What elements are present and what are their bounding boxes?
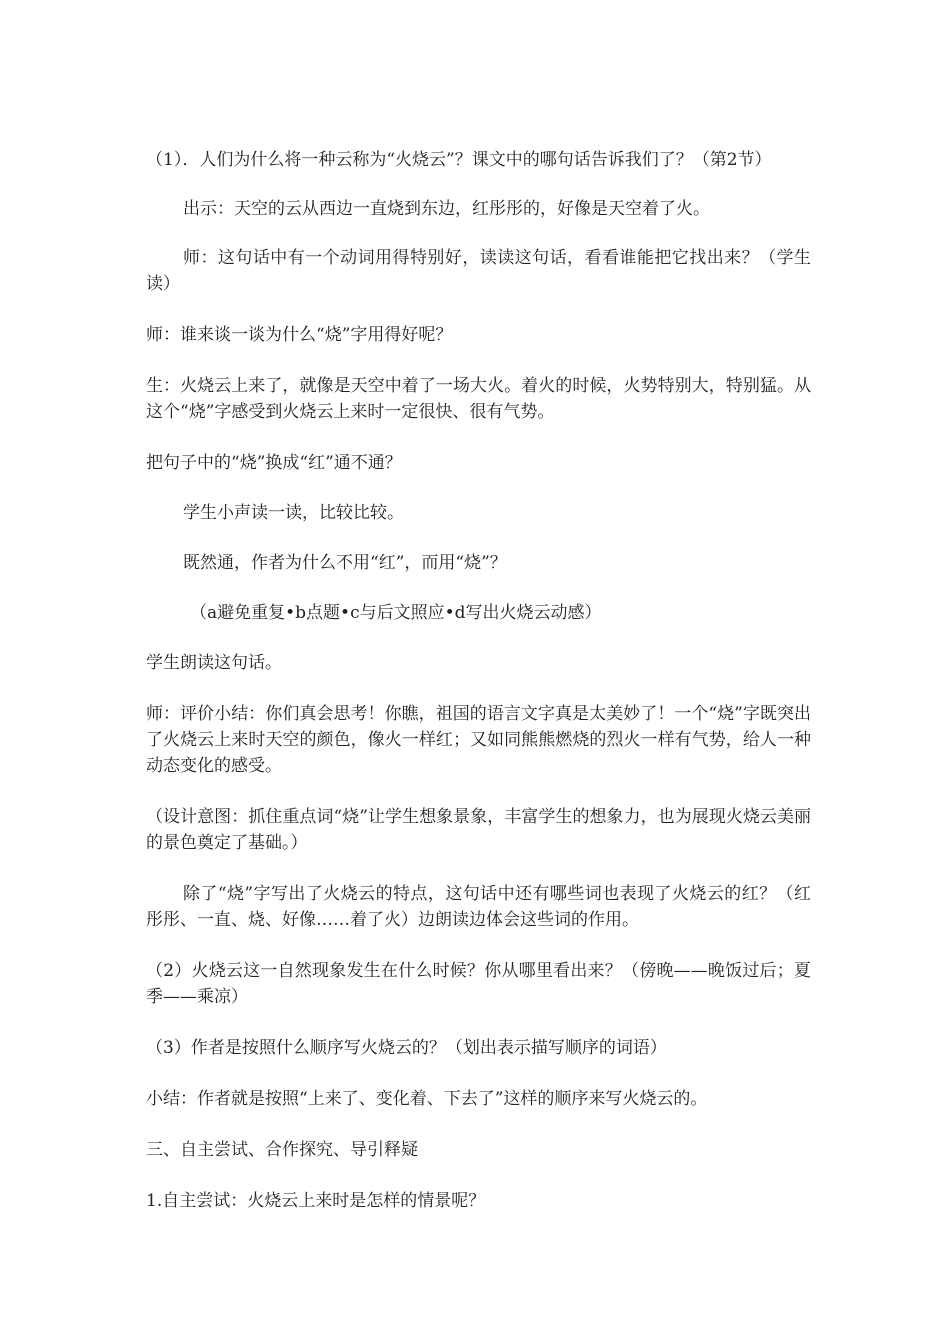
paragraph-self-try: 1.自主尝试：火烧云上来时是怎样的情景呢？ (146, 1191, 486, 1211)
paragraph-student-answer: 生：火烧云上来了，就像是天空中着了一场大火。着火的时候，火势特别大，特别猛。从这个“烧”字感受到火烧云上来时一定很快、很有气势。 (146, 376, 811, 422)
paragraph-other-words: 除了“烧”字写出了火烧云的特点，这句话中还有哪些词也表现了火烧云的红？（红彤彤、一直、烧、好像……着了火）边朗读边体会这些词的作用。 (146, 884, 811, 930)
paragraph-teacher-prompt: 师：这句话中有一个动词用得特别好，读读这句话，看看谁能把它找出来？（学生读） (146, 248, 811, 294)
paragraph-why-shao: 既然通，作者为什么不用“红”，而用“烧”？ (183, 553, 507, 573)
paragraph-summary-order: 小结：作者就是按照“上来了、变化着、下去了”这样的顺序来写火烧云的。 (146, 1089, 708, 1109)
section-heading-3: 三、自主尝试、合作探究、导引释疑 (146, 1140, 418, 1160)
paragraph-show-sentence: 出示：天空的云从西边一直烧到东边，红彤彤的，好像是天空着了火。 (183, 199, 710, 219)
paragraph-design-intent: （设计意图：抓住重点词“烧”让学生想象景象，丰富学生的想象力，也为展现火烧云美丽的景色奠定了基础。） (146, 807, 811, 853)
paragraph-options: （a避免重复•b点题•c与后文照应•d写出火烧云动感） (190, 603, 602, 623)
paragraph-question-1: （1）．人们为什么将一种云称为“火烧云”？课文中的哪句话告诉我们了？（第2节） (146, 150, 772, 170)
paragraph-question-2: （2）火烧云这一自然现象发生在什么时候？你从哪里看出来？（傍晚——晚饭过后；夏季——乘凉） (146, 961, 811, 1007)
paragraph-teacher-summary: 师：评价小结：你们真会思考！你瞧，祖国的语言文字真是太美妙了！一个“烧”字既突出了火烧云上来时天空的颜色，像火一样红；又如同熊熊燃烧的烈火一样有气势，给人一种动态变化的感受。 (146, 704, 811, 776)
paragraph-read-compare: 学生小声读一读，比较比较。 (183, 503, 404, 523)
paragraph-question-3: （3）作者是按照什么顺序写火烧云的？（划出表示描写顺序的词语） (146, 1038, 667, 1058)
paragraph-teacher-question: 师：谁来谈一谈为什么“烧”字用得好呢？ (146, 325, 453, 345)
paragraph-replace-word: 把句子中的“烧”换成“红”通不通？ (146, 453, 402, 473)
document-body (146, 147, 811, 1214)
paragraph-student-read: 学生朗读这句话。 (146, 653, 282, 673)
